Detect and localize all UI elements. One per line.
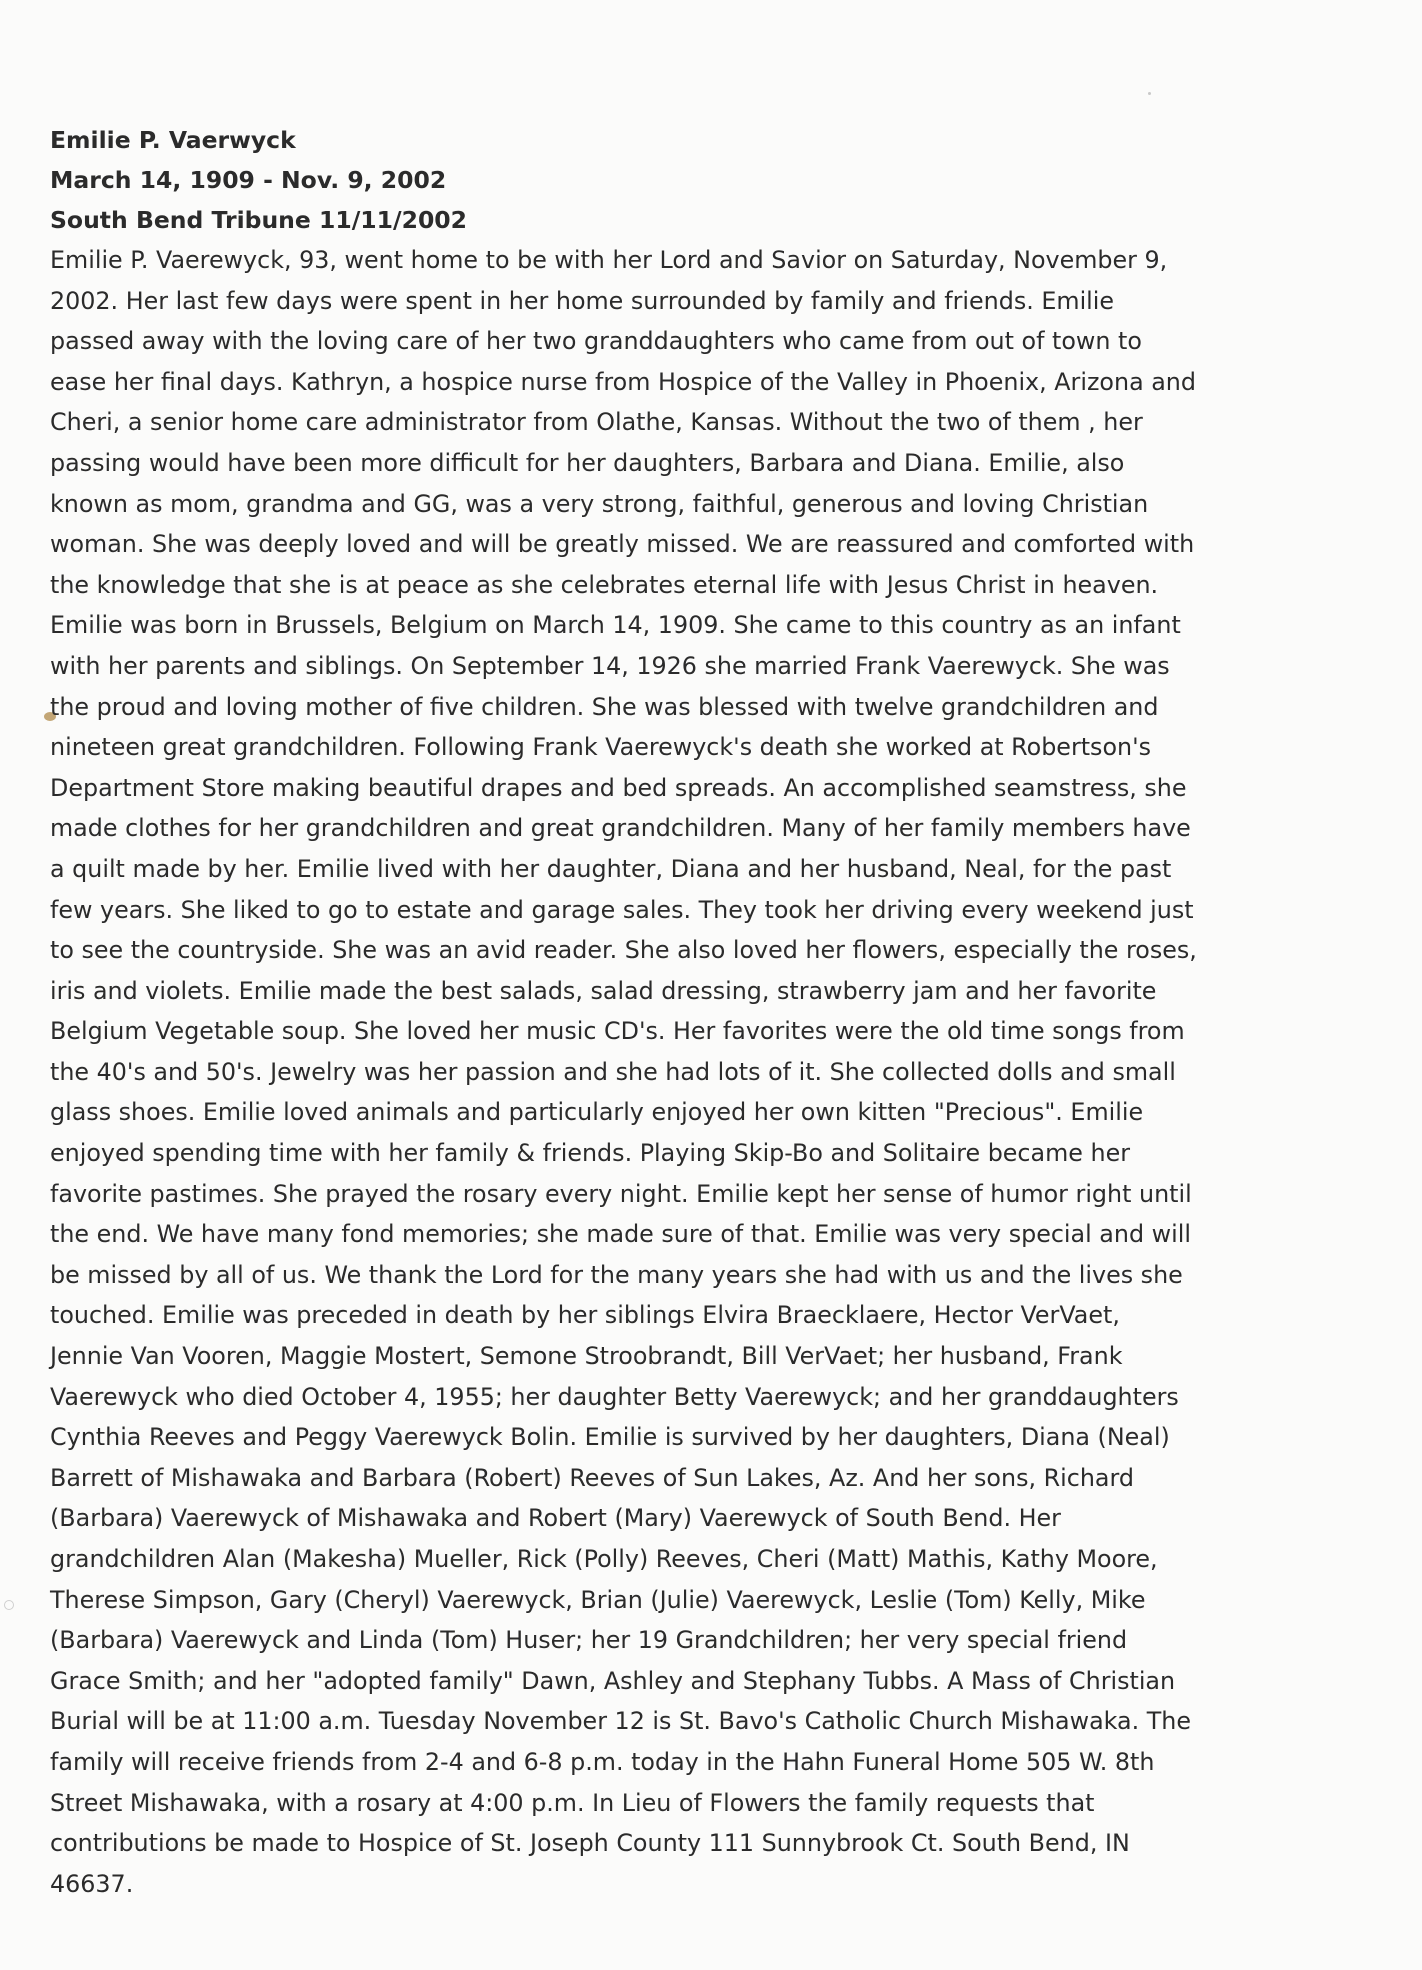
- body-line: Therese Simpson, Gary (Cheryl) Vaerewyck, Brian (Julie) Vaerewyck, Leslie (Tom) Kelly, Mike: [50, 1585, 1146, 1614]
- body-line: the end. We have many fond memories; she made sure of that. Emilie was very special and will: [50, 1220, 1191, 1249]
- body-line: ease her final days. Kathryn, a hospice nurse from Hospice of the Valley in Phoenix, Arizona and: [50, 367, 1196, 396]
- body-line: grandchildren Alan (Makesha) Mueller, Rick (Polly) Reeves, Cheri (Matt) Mathis, Kathy Moore,: [50, 1545, 1158, 1573]
- body-line: Street Mishawaka, with a rosary at 4:00 p.m. In Lieu of Flowers the family requests that: [50, 1788, 1095, 1817]
- body-line: Cynthia Reeves and Peggy Vaerewyck Bolin. Emilie is survived by her daughters, Diana (Neal): [50, 1423, 1170, 1452]
- body-line: made clothes for her grandchildren and great grandchildren. Many of her family members have: [50, 814, 1191, 843]
- body-line: iris and violets. Emilie made the best salads, salad dressing, strawberry jam and her favorite: [50, 976, 1157, 1005]
- body-line: 2002. Her last few days were spent in her home surrounded by family and friends. Emilie: [50, 286, 1115, 315]
- body-line: nineteen great grandchildren. Following Frank Vaerewyck's death she worked at Robertson's: [50, 733, 1152, 762]
- body-line: Grace Smith; and her "adopted family" Dawn, Ashley and Stephany Tubbs. A Mass of Christian: [50, 1666, 1176, 1695]
- body-line: contributions be made to Hospice of St. Joseph County 111 Sunnybrook Ct. South Bend, IN: [50, 1829, 1130, 1858]
- body-line: (Barbara) Vaerewyck of Mishawaka and Robert (Mary) Vaerewyck of South Bend. Her: [50, 1504, 1061, 1533]
- body-line: Burial will be at 11:00 a.m. Tuesday November 12 is St. Bavo's Catholic Church Mishawaka. The: [50, 1707, 1191, 1736]
- scan-speck: [4, 1600, 14, 1610]
- obituary-document: [50, 120, 1370, 1904]
- body-line: the 40's and 50's. Jewelry was her passion and she had lots of it. She collected dolls and small: [50, 1057, 1176, 1086]
- body-line: touched. Emilie was preceded in death by her siblings Elvira Braecklaere, Hector VerVaet,: [50, 1301, 1120, 1330]
- body-line: the proud and loving mother of five children. She was blessed with twelve grandchildren and: [50, 692, 1159, 721]
- body-line: passing would have been more difficult for her daughters, Barbara and Diana. Emilie, also: [50, 448, 1125, 477]
- obituary-body: [50, 240, 1370, 1904]
- body-line: Cheri, a senior home care administrator from Olathe, Kansas. Without the two of them , her: [50, 408, 1143, 437]
- body-line: 46637.: [50, 1869, 134, 1898]
- body-line: glass shoes. Emilie loved animals and particularly enjoyed her own kitten "Precious". Emilie: [50, 1098, 1144, 1127]
- obituary-heading: [50, 120, 1370, 240]
- body-line: be missed by all of us. We thank the Lord for the many years she had with us and the lives she: [50, 1260, 1183, 1289]
- body-line: family will receive friends from 2-4 and 6-8 p.m. today in the Hahn Funeral Home 505 W. 8th: [50, 1747, 1155, 1776]
- body-line: Barrett of Mishawaka and Barbara (Robert) Reeves of Sun Lakes, Az. And her sons, Richard: [50, 1463, 1134, 1492]
- body-line: Emilie P. Vaerewyck, 93, went home to be with her Lord and Savior on Saturday, November 9,: [50, 246, 1168, 274]
- body-line: Jennie Van Vooren, Maggie Mostert, Semone Stroobrandt, Bill VerVaet; her husband, Frank: [50, 1342, 1123, 1371]
- body-line: passed away with the loving care of her two granddaughters who came from out of town to: [50, 327, 1142, 356]
- body-line: enjoyed spending time with her family & friends. Playing Skip-Bo and Solitaire became her: [50, 1139, 1130, 1168]
- body-line: favorite pastimes. She prayed the rosary every night. Emilie kept her sense of humor right until: [50, 1179, 1192, 1208]
- obituary-source: South Bend Tribune 11/11/2002: [50, 206, 467, 234]
- obituary-name: Emilie P. Vaerwyck: [50, 126, 296, 154]
- body-line: known as mom, grandma and GG, was a very strong, faithful, generous and loving Christian: [50, 489, 1149, 518]
- body-line: a quilt made by her. Emilie lived with her daughter, Diana and her husband, Neal, for the past: [50, 854, 1172, 883]
- body-line: Emilie was born in Brussels, Belgium on March 14, 1909. She came to this country as an infant: [50, 611, 1181, 640]
- body-line: with her parents and siblings. On September 14, 1926 she married Frank Vaerewyck. She was: [50, 651, 1170, 680]
- body-line: woman. She was deeply loved and will be greatly missed. We are reassured and comforted with: [50, 530, 1195, 559]
- body-line: few years. She liked to go to estate and garage sales. They took her driving every weekend just: [50, 895, 1194, 924]
- body-line: Department Store making beautiful drapes and bed spreads. An accomplished seamstress, she: [50, 773, 1187, 802]
- body-line: to see the countryside. She was an avid reader. She also loved her flowers, especially the roses,: [50, 936, 1197, 965]
- body-line: (Barbara) Vaerewyck and Linda (Tom) Huser; her 19 Grandchildren; her very special friend: [50, 1626, 1128, 1655]
- scan-speck: [1148, 92, 1151, 95]
- obituary-dates: March 14, 1909 - Nov. 9, 2002: [50, 166, 447, 194]
- body-line: Belgium Vegetable soup. She loved her music CD's. Her favorites were the old time songs from: [50, 1017, 1185, 1046]
- body-line: Vaerewyck who died October 4, 1955; her daughter Betty Vaerewyck; and her granddaughters: [50, 1382, 1179, 1411]
- body-line: the knowledge that she is at peace as she celebrates eternal life with Jesus Christ in heaven.: [50, 570, 1159, 599]
